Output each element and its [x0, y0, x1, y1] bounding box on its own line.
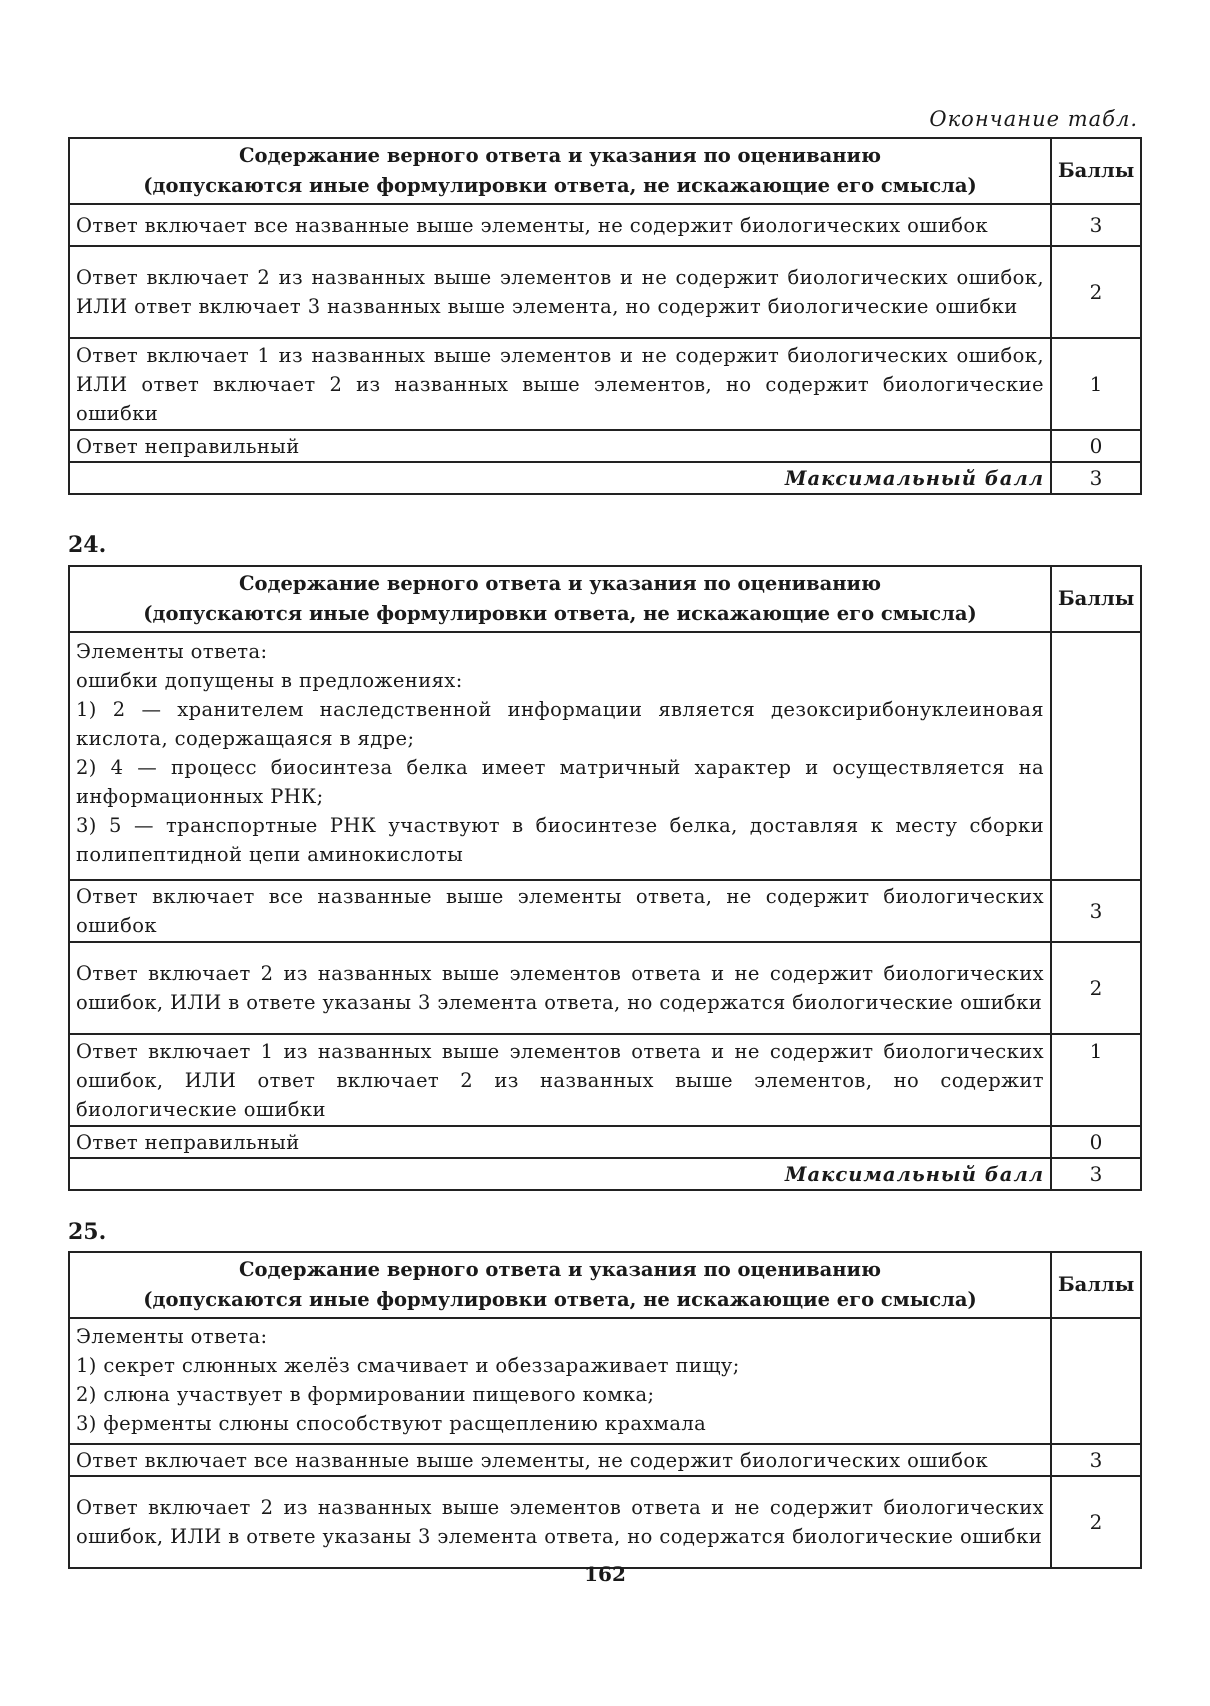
empty-points-cell	[1051, 1318, 1141, 1444]
grading-table-25	[68, 1251, 1142, 1569]
max-score-value: 3	[1051, 1158, 1141, 1190]
grading-table-24	[68, 565, 1142, 1191]
criterion-points: 3	[1051, 204, 1141, 246]
max-score-label: Максимальный балл	[69, 1158, 1051, 1190]
header-line-1: Содержание верного ответа и указания по оцениванию	[239, 572, 881, 595]
criterion-text: Ответ включает 1 из названных выше элементов ответа и не содержит биологических ошибок, ИЛИ ответ включает 2 из названных выше элементов, но содержит биологические ошибки	[69, 1034, 1051, 1126]
points-header: Баллы	[1051, 138, 1141, 204]
elements-heading: Элементы ответа:	[76, 1325, 268, 1348]
criterion-points: 0	[1051, 430, 1141, 462]
element-item: 1) 2 — хранителем наследственной информации является дезоксирибонуклеиновая кислота, содержащаяся в ядре;	[76, 698, 1044, 750]
element-item: 3) ферменты слюны способствуют расщеплению крахмала	[76, 1412, 707, 1435]
criterion-text: Ответ неправильный	[69, 430, 1051, 462]
grading-table-continued	[68, 137, 1142, 495]
max-score-row	[69, 462, 1141, 494]
content-header	[69, 1252, 1051, 1318]
element-item: 1) секрет слюнных желёз смачивает и обеззараживает пищу;	[76, 1354, 740, 1377]
answer-elements	[69, 632, 1051, 880]
criterion-text: Ответ включает 2 из названных выше элементов ответа и не содержит биологических ошибок, ИЛИ в ответе указаны 3 элемента ответа, но содержатся биологические ошибки	[69, 1476, 1051, 1568]
criterion-points: 3	[1051, 1444, 1141, 1476]
answer-elements	[69, 1318, 1051, 1444]
max-score-value: 3	[1051, 462, 1141, 494]
criterion-points: 1	[1051, 1034, 1141, 1126]
table-row	[69, 246, 1141, 338]
table-row	[69, 942, 1141, 1034]
table-row	[69, 1476, 1141, 1568]
criterion-text: Ответ включает 2 из названных выше элементов ответа и не содержит биологических ошибок, ИЛИ в ответе указаны 3 элемента ответа, но содержатся биологические ошибки	[69, 942, 1051, 1034]
criterion-text: Ответ включает все названные выше элементы, не содержит биологических ошибок	[69, 204, 1051, 246]
content-header	[69, 138, 1051, 204]
table-continuation-caption: Окончание табл.	[929, 107, 1138, 131]
points-header: Баллы	[1051, 1252, 1141, 1318]
criterion-text: Ответ неправильный	[69, 1126, 1051, 1158]
header-line-2: (допускаются иные формулировки ответа, не искажающие его смысла)	[143, 174, 977, 197]
header-line-1: Содержание верного ответа и указания по оцениванию	[239, 144, 881, 167]
table-row	[69, 1034, 1141, 1126]
table-header-row	[69, 138, 1141, 204]
answer-elements-row	[69, 632, 1141, 880]
criterion-text: Ответ включает 1 из названных выше элементов и не содержит биологических ошибок, ИЛИ ответ включает 2 из названных выше элементов, но содержит биологические ошибки	[69, 338, 1051, 430]
elements-intro: ошибки допущены в предложениях:	[76, 669, 463, 692]
element-item: 2) слюна участвует в формировании пищевого комка;	[76, 1383, 655, 1406]
header-line-2: (допускаются иные формулировки ответа, не искажающие его смысла)	[143, 602, 977, 625]
points-header: Баллы	[1051, 566, 1141, 632]
criterion-text: Ответ включает все названные выше элементы ответа, не содержит биологических ошибок	[69, 880, 1051, 942]
max-score-label: Максимальный балл	[69, 462, 1051, 494]
max-score-row	[69, 1158, 1141, 1190]
criterion-points: 2	[1051, 942, 1141, 1034]
empty-points-cell	[1051, 632, 1141, 880]
criterion-points: 0	[1051, 1126, 1141, 1158]
criterion-points: 2	[1051, 1476, 1141, 1568]
section-number-25: 25.	[68, 1219, 107, 1245]
criterion-points: 1	[1051, 338, 1141, 430]
table-header-row	[69, 1252, 1141, 1318]
table-row	[69, 880, 1141, 942]
answer-elements-row	[69, 1318, 1141, 1444]
table-row	[69, 1126, 1141, 1158]
header-line-1: Содержание верного ответа и указания по оцениванию	[239, 1258, 881, 1281]
elements-heading: Элементы ответа:	[76, 640, 268, 663]
criterion-text: Ответ включает 2 из названных выше элементов и не содержит биологических ошибок, ИЛИ ответ включает 3 названных выше элемента, но содержит биологические ошибки	[69, 246, 1051, 338]
table-row	[69, 338, 1141, 430]
section-number-24: 24.	[68, 532, 107, 558]
element-item: 3) 5 — транспортные РНК участвуют в биосинтезе белка, доставляя к месту сборки полипептидной цепи аминокислоты	[76, 814, 1044, 866]
criterion-points: 3	[1051, 880, 1141, 942]
table-header-row	[69, 566, 1141, 632]
content-header	[69, 566, 1051, 632]
table-row	[69, 1444, 1141, 1476]
table-row	[69, 430, 1141, 462]
page-number: 162	[584, 1562, 626, 1586]
criterion-text: Ответ включает все названные выше элементы, не содержит биологических ошибок	[69, 1444, 1051, 1476]
element-item: 2) 4 — процесс биосинтеза белка имеет матричный характер и осуществляется на информационных РНК;	[76, 756, 1044, 808]
table-row	[69, 204, 1141, 246]
criterion-points: 2	[1051, 246, 1141, 338]
header-line-2: (допускаются иные формулировки ответа, не искажающие его смысла)	[143, 1288, 977, 1311]
